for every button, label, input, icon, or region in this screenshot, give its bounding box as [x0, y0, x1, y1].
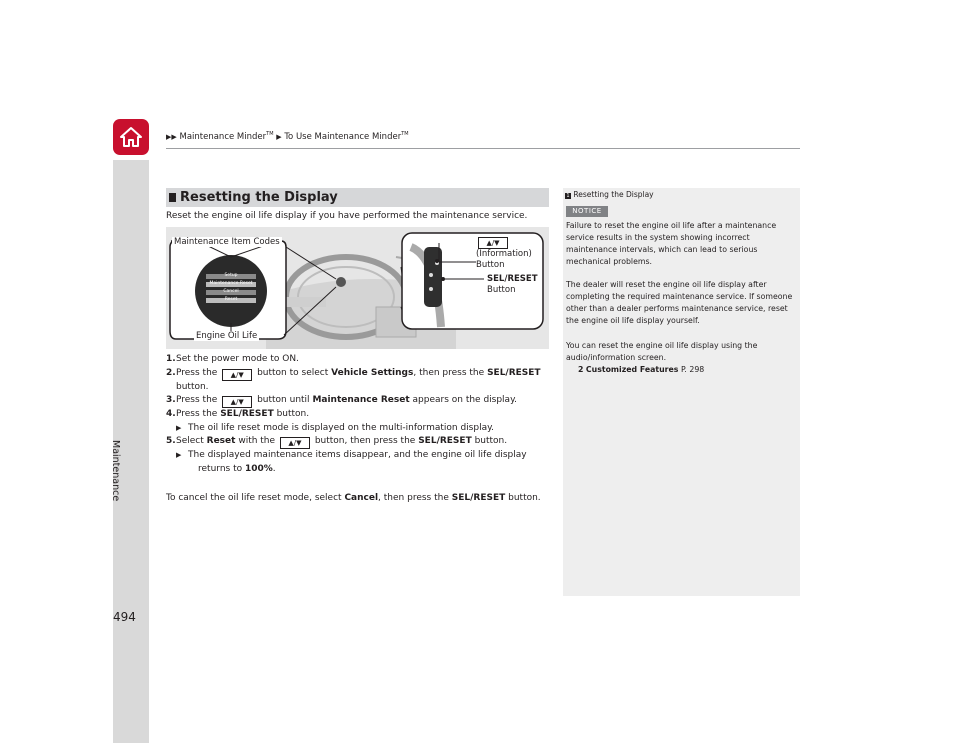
step-4	[166, 408, 556, 435]
sel-button-label	[487, 274, 538, 296]
step-text: button.	[276, 409, 310, 419]
result-text: .	[272, 463, 276, 474]
cancel-keyword: SEL/RESET	[451, 493, 506, 503]
info-label: (Information)	[476, 249, 532, 259]
result-text: The oil life reset mode is displayed on the multi-information display.	[188, 422, 494, 433]
step-1	[166, 353, 556, 367]
arrow-icon: ▶▶	[166, 132, 177, 141]
side-notes	[563, 188, 800, 596]
step-text: Select	[176, 436, 204, 446]
step-text: Press the	[176, 409, 218, 419]
section-heading	[166, 188, 549, 207]
screen-item: Reset	[224, 297, 238, 302]
screen-menu	[204, 272, 258, 304]
step-keyword: SEL/RESET	[418, 436, 472, 446]
step-number: 1.	[166, 354, 176, 364]
step-text: button until	[257, 395, 310, 405]
breadcrumb	[166, 131, 409, 142]
side-notes-title	[565, 190, 654, 199]
up-down-button-icon: ▲/▼	[222, 396, 252, 408]
result-arrow-icon: ▶	[176, 451, 182, 459]
home-button[interactable]	[113, 119, 149, 155]
step-text: button.	[176, 381, 209, 392]
step-text: button to select	[257, 367, 329, 378]
arrow-icon: ▶	[276, 132, 282, 141]
screen-item: Maintenance Reset	[209, 281, 253, 286]
sel-label: SEL/RESET	[487, 274, 538, 284]
up-down-button-icon: ▲/▼	[222, 369, 252, 381]
sel-label-2: Button	[487, 285, 516, 295]
breadcrumb-current: To Use Maintenance Minder™	[284, 131, 409, 142]
step-keyword: Maintenance Reset	[312, 395, 410, 405]
step-result	[176, 422, 556, 436]
step-text: Press the	[176, 395, 218, 405]
up-down-button-icon: ▲/▼	[478, 237, 508, 249]
cancel-text: button.	[508, 493, 541, 503]
link-page: P. 298	[680, 365, 705, 374]
step-3	[166, 394, 556, 408]
step-text: button.	[474, 436, 508, 446]
screen-item: Cancel	[223, 289, 239, 294]
cancel-keyword: Cancel	[344, 493, 379, 503]
step-number: 5.	[166, 436, 176, 446]
step-text: Set the power mode to ON.	[176, 354, 299, 364]
info-label-2: Button	[476, 260, 505, 270]
page-number: 494	[113, 610, 136, 624]
side-notes-title-text: Resetting the Display	[573, 190, 654, 199]
step-text: with the	[238, 436, 276, 446]
cancel-text: , then press the	[378, 493, 449, 503]
header-divider	[166, 148, 800, 149]
step-text: , then press the	[413, 367, 485, 378]
figure-label-oil: Engine Oil Life	[196, 331, 258, 341]
step-text: button, then press the	[314, 436, 416, 446]
cancel-text: To cancel the oil life reset mode, select	[166, 493, 342, 503]
dashboard-illustration	[166, 227, 549, 349]
link-arrow-icon: 2	[578, 365, 584, 374]
notice-badge: NOTICE	[566, 206, 608, 217]
step-2	[166, 367, 556, 395]
step-text: Press the	[176, 367, 218, 378]
up-down-button-icon: ▲/▼	[280, 437, 310, 449]
step-number: 2.	[166, 367, 176, 378]
note-ref-icon: 1	[566, 193, 570, 199]
info-button-label	[476, 235, 532, 271]
dealer-paragraph: The dealer will reset the engine oil life display after completing the required maintenance service. If someone other than a dealer performs maintenance service, reset the engine oil life display yourself.	[566, 280, 793, 325]
step-number: 4.	[166, 409, 176, 419]
result-arrow-icon: ▶	[176, 423, 182, 432]
chapter-label: Maintenance	[110, 440, 121, 502]
audio-paragraph: You can reset the engine oil life display using the audio/information screen.	[566, 341, 758, 362]
step-result	[176, 449, 556, 463]
step-result-cont	[176, 463, 556, 477]
result-text: The displayed maintenance items disappear, and the engine oil life display	[188, 450, 527, 460]
steps-list	[166, 353, 556, 476]
notice-paragraph: Failure to reset the engine oil life after a maintenance service results in the system showing incorrect maintenance intervals, which can lead to serious mechanical problems.	[566, 221, 777, 266]
intro-text: Reset the engine oil life display if you have performed the maintenance service.	[166, 211, 528, 221]
cancel-instruction	[166, 493, 541, 503]
cross-reference-link[interactable]	[578, 364, 806, 376]
step-5	[166, 435, 556, 476]
screen-item: Setup	[224, 273, 238, 278]
step-keyword: SEL/RESET	[487, 367, 541, 378]
home-icon	[119, 126, 143, 148]
step-text: appears on the display.	[412, 395, 517, 405]
link-label: Customized Features	[585, 365, 679, 374]
step-keyword: SEL/RESET	[220, 409, 274, 419]
section-title: Resetting the Display	[180, 190, 338, 205]
step-keyword: Reset	[206, 436, 236, 446]
info-button-glyph	[476, 235, 532, 249]
figure-label-codes: Maintenance Item Codes	[174, 237, 280, 247]
step-keyword: Vehicle Settings	[331, 367, 414, 378]
result-text: returns to	[198, 463, 243, 474]
step-number: 3.	[166, 395, 176, 405]
result-value: 100%	[244, 463, 273, 474]
square-bullet-icon	[169, 193, 176, 202]
breadcrumb-link-maintenance-minder[interactable]: Maintenance Minder™	[179, 131, 274, 142]
